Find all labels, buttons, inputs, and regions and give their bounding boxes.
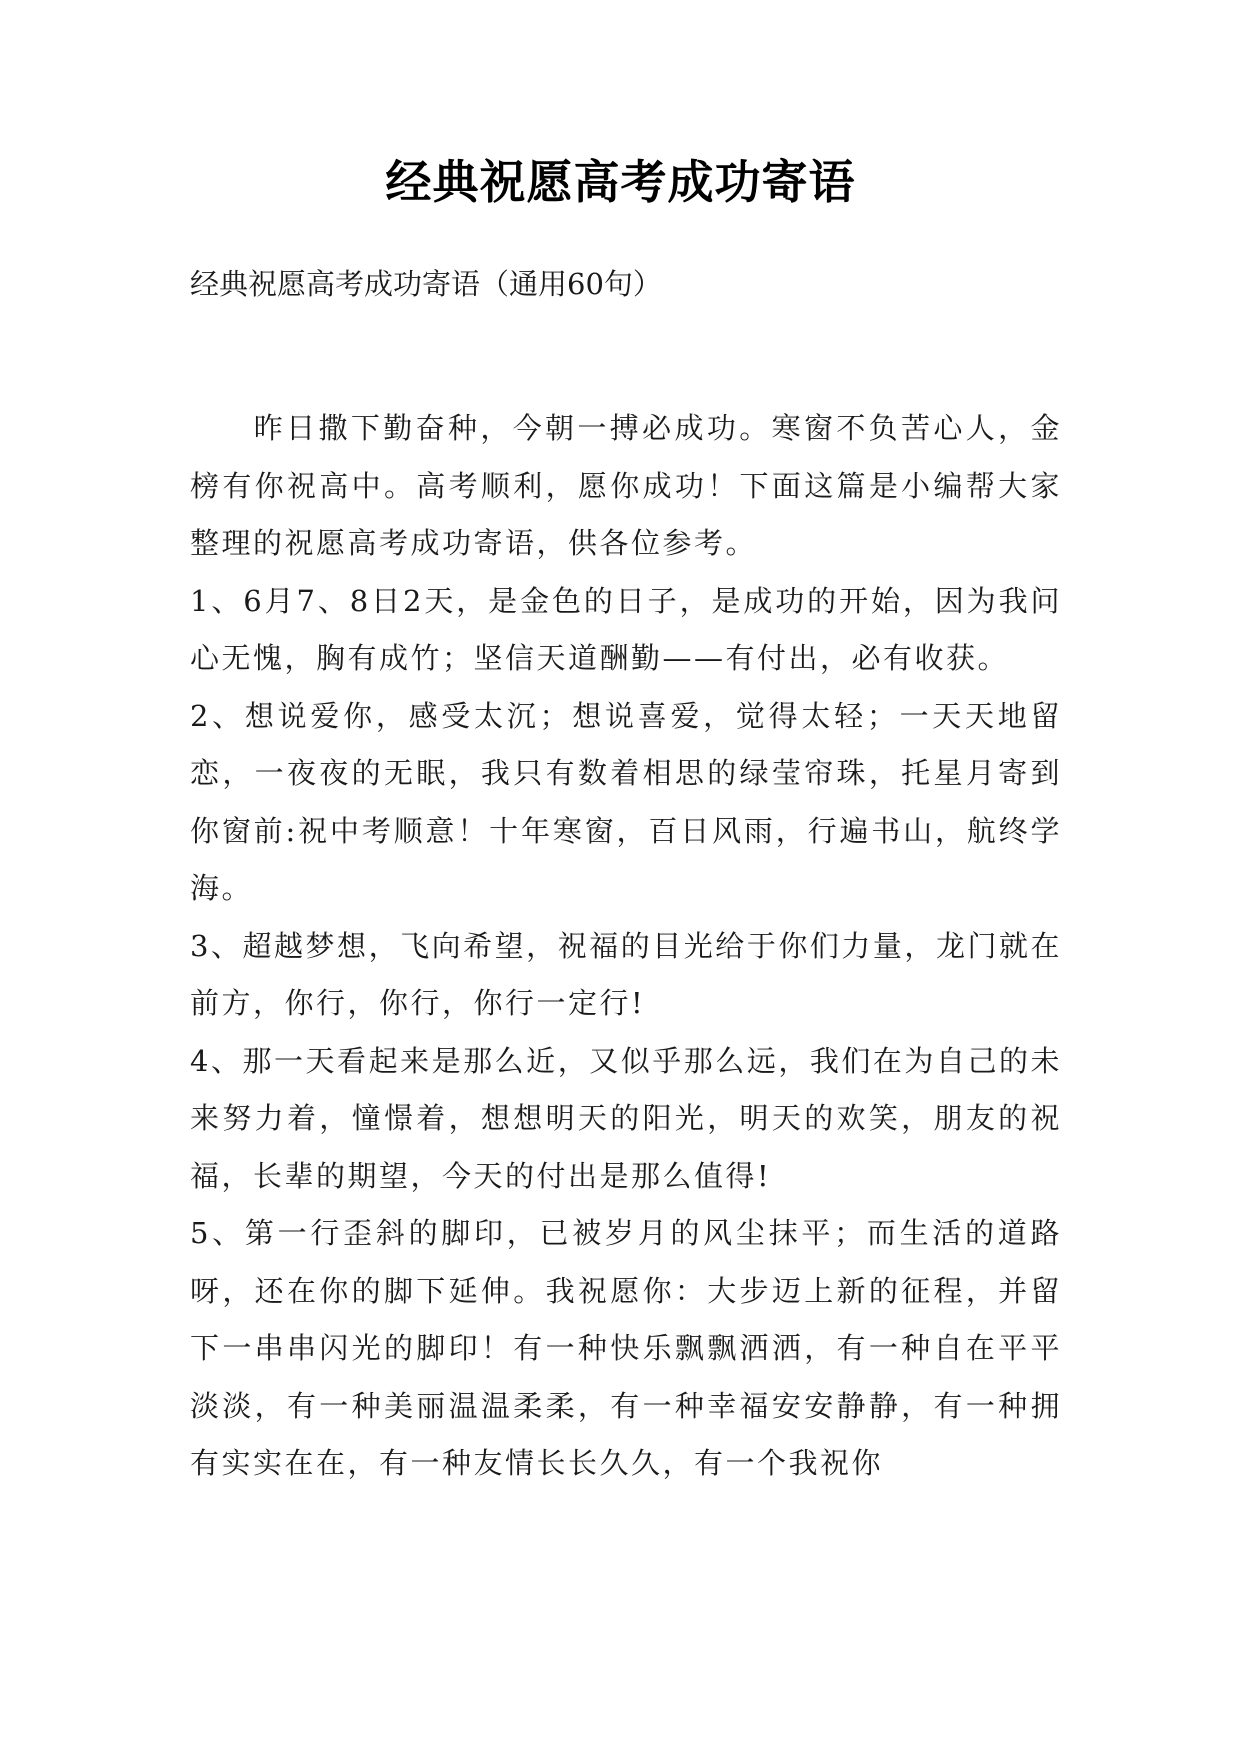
list-item-5: 5、第一行歪斜的脚印，已被岁月的风尘抹平；而生活的道路呀，还在你的脚下延伸。我祝愿你：大步迈上新的征程，并留下一串串闪光的脚印！有一种快乐飘飘洒洒，有一种自在平平淡淡，有一种美丽温温柔柔，有一种幸福安安静静，有一种拥有实实在在，有一种友情长长久久，有一个我祝你 [190, 1216, 1062, 1480]
document-title: 经典祝愿高考成功寄语 [385, 155, 856, 209]
list-item-3: 3、超越梦想，飞向希望，祝福的目光给于你们力量，龙门就在前方，你行，你行，你行一定行! [190, 928, 1062, 1020]
document-body [190, 400, 1062, 1493]
list-item-2: 2、想说爱你，感受太沉；想说喜爱，觉得太轻；一天天地留恋，一夜夜的无眠，我只有数着相思的绿莹帘珠，托星月寄到你窗前:祝中考顺意！十年寒窗，百日风雨，行遍书山，航终学海。 [190, 698, 1062, 905]
intro-paragraph: 昨日撒下勤奋种，今朝一搏必成功。寒窗不负苦心人，金榜有你祝高中。高考顺利，愿你成功！下面这篇是小编帮大家整理的祝愿高考成功寄语，供各位参考。 [190, 411, 1062, 560]
list-item-1: 1、6月7、8日2天，是金色的日子，是成功的开始，因为我问心无愧，胸有成竹；坚信天道酬勤——有付出，必有收获。 [190, 583, 1062, 675]
list-item-4: 4、那一天看起来是那么近，又似乎那么远，我们在为自己的未来努力着，憧憬着，想想明天的阳光，明天的欢笑，朋友的祝福，长辈的期望，今天的付出是那么值得! [190, 1043, 1062, 1193]
document-subtitle: 经典祝愿高考成功寄语（通用60句） [190, 267, 662, 301]
